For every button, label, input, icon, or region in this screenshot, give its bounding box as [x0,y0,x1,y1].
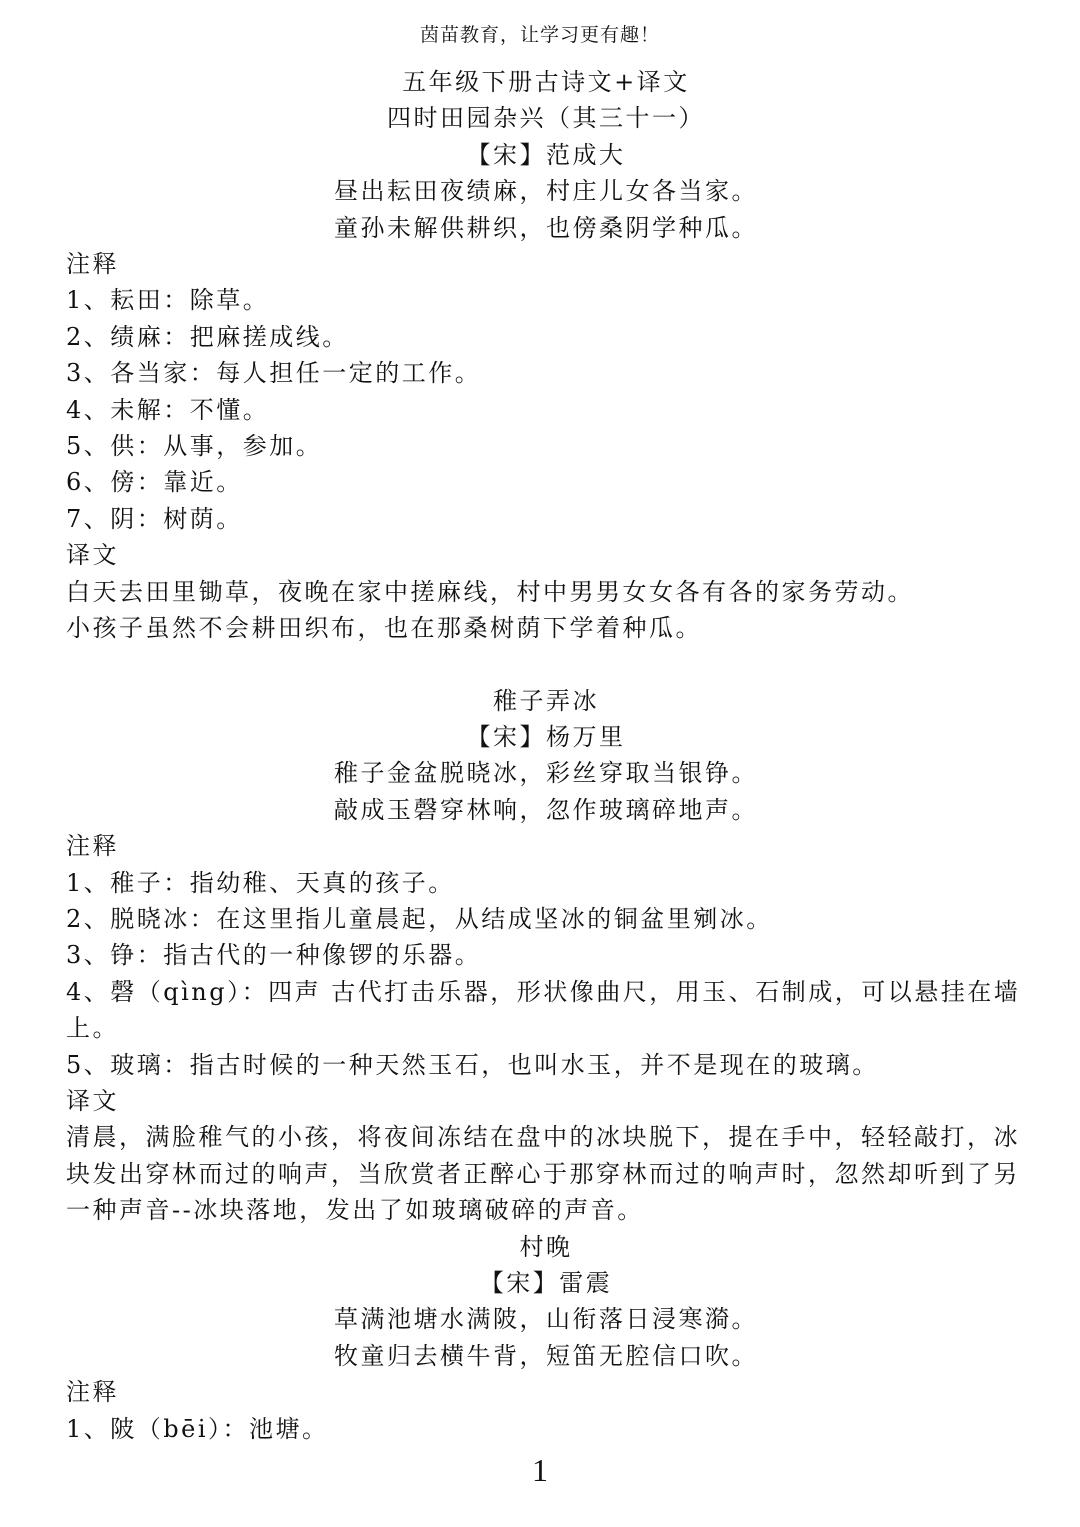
poem-line: 童孙未解供耕织，也傍桑阴学种瓜。 [334,213,758,242]
notes-heading: 注释 [66,832,119,861]
note-item: 3、铮：指古代的一种像锣的乐器。 [66,941,482,970]
notes-heading: 注释 [66,1378,119,1407]
note-item: 4、磬（qìng）：四声 古代打击乐器，形状像曲尺，用玉、石制成，可以悬挂在墙上。 [66,977,1021,1043]
translation-text: 清晨，满脸稚气的小孩，将夜间冻结在盘中的冰块脱下，提在手中，轻轻敲打，冰块发出穿林而过的响声，当欣赏者正醉心于那穿林而过的响声时，忽然却听到了另一种声音--冰块落地，发出了如玻璃破碎的声音。 [66,1123,1020,1225]
translation-heading: 译文 [66,1086,119,1115]
note-item: 2、脱晓冰：在这里指儿童晨起，从结成坚冰的铜盆里剜冰。 [66,904,773,933]
note-item: 1、耘田：除草。 [66,286,270,315]
poem-author: 【宋】雷震 [479,1269,613,1297]
document-body [66,64,1026,1447]
note-item: 5、玻璃：指古时候的一种天然玉石，也叫水玉，并不是现在的玻璃。 [66,1050,879,1079]
translation-heading: 译文 [66,541,119,570]
note-item: 4、未解：不懂。 [66,395,270,424]
note-item: 1、稚子：指幼稚、天真的孩子。 [66,868,455,897]
page-number: 1 [532,1452,548,1488]
poem-line: 牧童归去横牛背，短笛无腔信口吹。 [334,1341,758,1370]
document-title: 五年级下册古诗文+译文 [402,68,690,96]
note-item: 5、供：从事，参加。 [66,432,323,461]
poem-author: 【宋】范成大 [466,140,626,169]
note-item: 3、各当家：每人担任一定的工作。 [66,359,482,388]
note-item: 2、绩麻：把麻搓成线。 [66,322,349,351]
poem-line: 稚子金盆脱晓冰，彩丝穿取当银铮。 [334,759,758,788]
poem-title: 村晚 [519,1232,573,1261]
poem-title: 稚子弄冰 [493,686,599,715]
section-spacer [66,647,1026,683]
note-item: 1、陂（bēi）：池塘。 [66,1414,329,1443]
translation-text: 白天去田里锄草，夜晚在家中搓麻线，村中男男女女各有各的家务劳动。 [66,577,914,606]
poem-title: 四时田园杂兴（其三十一） [387,104,705,133]
poem-line: 敲成玉磬穿林响，忽作玻璃碎地声。 [334,795,758,824]
notes-heading: 注释 [66,250,119,279]
translation-text: 小孩子虽然不会耕田织布，也在那桑树荫下学着种瓜。 [66,614,702,643]
page-header: 茵苗教育，让学习更有趣！ [419,24,660,46]
note-item: 7、阴：树荫。 [66,504,243,533]
poem-author: 【宋】杨万里 [466,722,626,751]
poem-line: 昼出耘田夜绩麻，村庄儿女各当家。 [334,177,758,206]
poem-line: 草满池塘水满陂，山衔落日浸寒漪。 [334,1305,758,1334]
note-item: 6、傍：靠近。 [66,468,243,497]
